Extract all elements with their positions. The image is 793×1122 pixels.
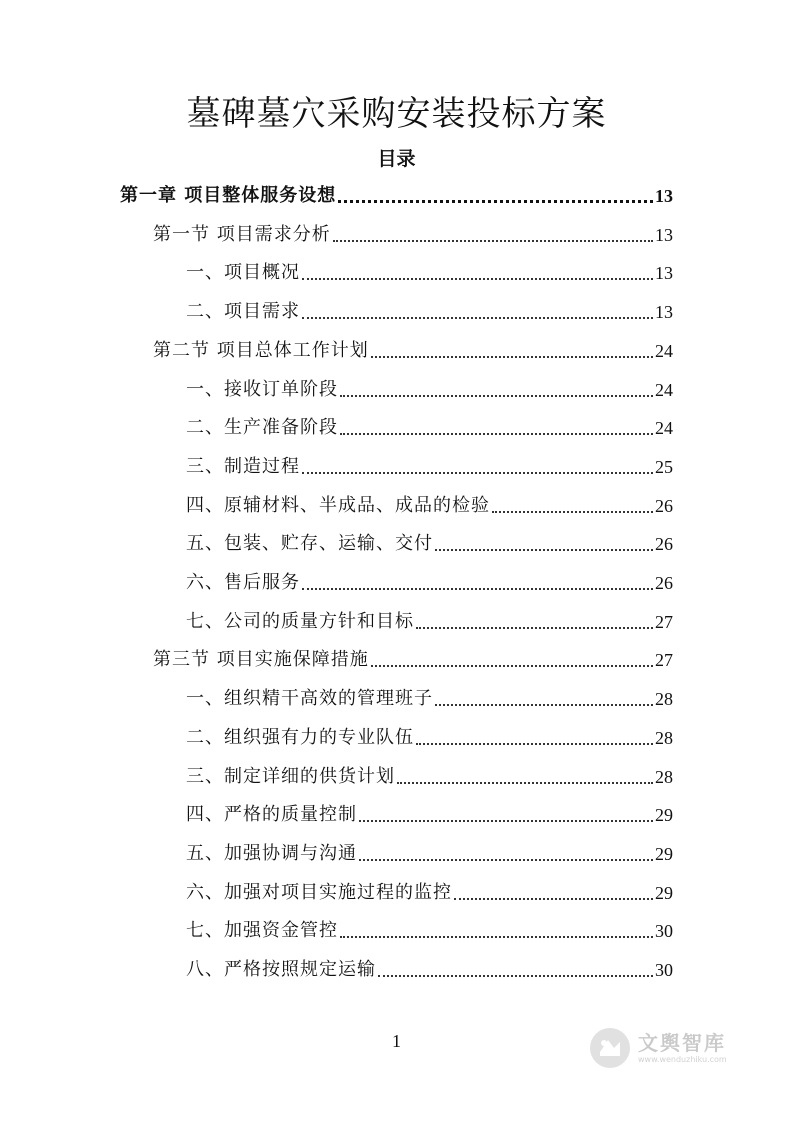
page-number: 1 (392, 1031, 401, 1051)
toc-leader-dots (378, 975, 653, 977)
toc-entry[interactable] (186, 571, 673, 595)
toc-entry-label: 第二节 项目总体工作计划 (153, 339, 369, 361)
toc-leader-dots (340, 433, 653, 435)
toc-leader-dots (359, 820, 653, 822)
toc-entry[interactable] (186, 455, 673, 479)
toc-entry[interactable] (186, 919, 673, 943)
toc-entry[interactable] (186, 765, 673, 789)
toc-entry-page: 26 (655, 534, 673, 555)
toc-entry-page: 24 (655, 418, 673, 439)
toc-entry[interactable] (186, 958, 673, 982)
toc-leader-dots (435, 704, 653, 706)
toc-entry[interactable] (186, 687, 673, 711)
toc-entry-page: 26 (655, 495, 673, 516)
toc-entry-label: 三、制定详细的供货计划 (186, 765, 395, 787)
toc-entry-page: 13 (655, 224, 673, 245)
toc-entry-label: 四、原辅材料、半成品、成品的检验 (186, 494, 490, 516)
toc-entry[interactable] (186, 300, 673, 324)
toc-entry-label: 第一章 项目整体服务设想 (120, 185, 337, 206)
toc-entry[interactable] (186, 416, 673, 440)
toc-entry-page: 27 (655, 650, 673, 671)
toc-leader-dots (416, 743, 653, 745)
toc-entry-page: 29 (655, 805, 673, 826)
toc-entry-page: 24 (655, 340, 673, 361)
toc-entry-page: 13 (655, 186, 673, 206)
toc-entry-label: 二、项目需求 (186, 301, 300, 323)
toc-entry-page: 28 (655, 727, 673, 748)
toc-entry-label: 七、公司的质量方针和目标 (186, 610, 414, 632)
toc-entry-page: 30 (655, 921, 673, 942)
toc-entry-label: 八、严格按照规定运输 (186, 959, 376, 980)
toc-entry[interactable] (186, 532, 673, 556)
toc-leader-dots (302, 588, 653, 590)
toc-leader-dots (397, 782, 653, 784)
toc-leader-dots (333, 240, 653, 242)
toc-entry-page: 27 (655, 611, 673, 632)
toc-leader-dots (359, 859, 653, 861)
watermark-name: 文舆智库 (638, 1031, 726, 1055)
toc-leader-dots (340, 395, 653, 397)
toc-entry-page: 24 (655, 379, 673, 400)
toc-entry[interactable] (186, 726, 673, 750)
toc-entry-label: 七、加强资金管控 (186, 920, 338, 942)
toc-entry[interactable] (153, 648, 673, 672)
toc-leader-dots (371, 356, 653, 358)
toc-leader-dots (371, 665, 653, 667)
toc-entry-page: 29 (655, 843, 673, 864)
toc-entry[interactable] (186, 803, 673, 827)
toc-entry-page: 13 (655, 302, 673, 323)
toc-entry-label: 六、售后服务 (186, 572, 300, 593)
toc-leader-dots (302, 278, 653, 280)
toc-entry[interactable] (153, 339, 673, 363)
toc-entry-page: 28 (655, 689, 673, 710)
toc-leader-dots (302, 472, 653, 474)
toc-entry-label: 六、加强对项目实施过程的监控 (186, 881, 452, 903)
toc-entry-label: 第三节 项目实施保障措施 (153, 649, 369, 671)
toc-entry-page: 13 (655, 263, 673, 284)
toc-entry-page: 29 (655, 882, 673, 903)
toc-entry-label: 一、接收订单阶段 (186, 378, 338, 400)
toc-entry-label: 一、组织精干高效的管理班子 (186, 688, 433, 710)
toc-leader-dots (416, 627, 653, 629)
toc-entry[interactable] (186, 610, 673, 634)
toc-entry-label: 五、包装、贮存、运输、交付 (186, 533, 433, 555)
toc-leader-dots (435, 549, 653, 551)
brand-logo-icon (588, 1026, 632, 1070)
toc-entry[interactable] (186, 494, 673, 518)
toc-entry-page: 28 (655, 766, 673, 787)
toc-leader-dots (302, 317, 653, 319)
toc-entry-label: 二、组织强有力的专业队伍 (186, 726, 414, 748)
toc-leader-dots (492, 511, 653, 513)
toc-leader-dots (340, 936, 653, 938)
watermark (588, 1018, 768, 1078)
toc-heading: 目录 (377, 148, 416, 170)
toc-entry[interactable] (186, 261, 673, 285)
toc-entry-label: 第一节 项目需求分析 (153, 223, 331, 245)
toc-entry[interactable] (186, 378, 673, 402)
toc-entry-label: 二、生产准备阶段 (186, 417, 338, 439)
toc-leader-dots (454, 898, 653, 900)
toc-entry-label: 四、严格的质量控制 (186, 804, 357, 826)
document-title: 墓碑墓穴采购安装投标方案 (186, 94, 607, 134)
toc-entry-page: 26 (655, 573, 673, 593)
toc-entry-page: 25 (655, 456, 673, 477)
toc-entry-label: 三、制造过程 (186, 455, 300, 477)
toc-entry-page: 30 (655, 960, 673, 980)
watermark-url: www.wenduzhiku.com (638, 1055, 727, 1064)
toc-entry[interactable] (120, 184, 673, 208)
toc-entry-label: 五、加强协调与沟通 (186, 842, 357, 864)
toc-entry-label: 一、项目概况 (186, 262, 300, 284)
toc-entry[interactable] (186, 842, 673, 866)
toc-leader-dots (338, 200, 653, 203)
toc-entry[interactable] (186, 881, 673, 905)
toc-entry[interactable] (153, 223, 673, 247)
